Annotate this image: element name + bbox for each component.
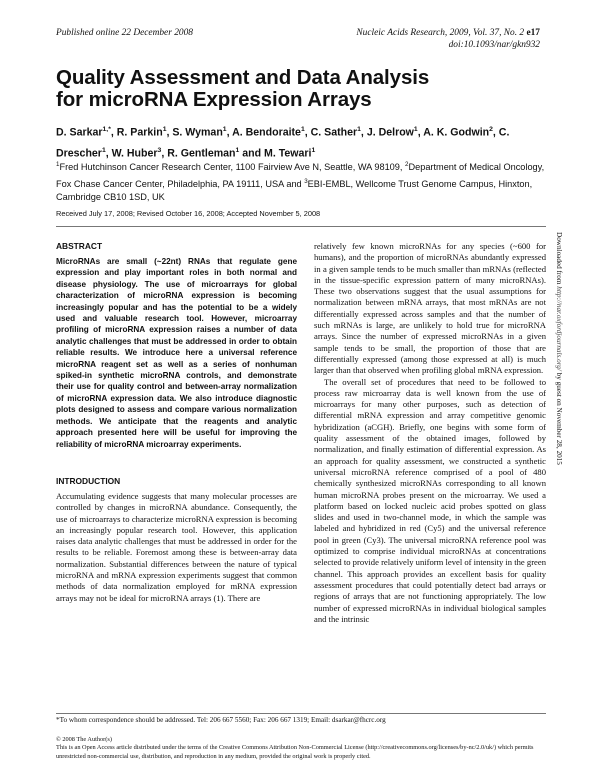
author-affiliation-marker: 1: [222, 126, 227, 133]
affil-2: Department of Medical Oncology, Fox Chase Cancer Center, Philadelphia, PA 19111, USA and: [56, 162, 545, 189]
author-name: R. Gentleman: [167, 147, 236, 160]
affiliations: [56, 158, 546, 205]
author-list: D. Sarkar$^{1,*}$, R. Parkin$^1$, S. Wyman$^1$, A. Bendoraite$^1$, C. Sather$^1$, J. Delrow$^1$, A. K. Godwin$^2$, C. Drescher$^1$, W. Huber$^3$, R. Gentleman$^1$ and M. Tewari$^1$: [56, 126, 510, 160]
article-id: e17: [526, 28, 540, 38]
received-dates: Received July 17, 2008; Revised October 16, 2008; Accepted November 5, 2008: [56, 209, 321, 218]
doi: doi:10.1093/nar/gkn932: [448, 39, 540, 50]
author-affiliation-marker: 3: [157, 146, 162, 154]
sidebar-prefix: Downloaded from: [555, 232, 563, 287]
published-date: Published online 22 December 2008: [56, 28, 193, 38]
author-affiliation-marker: 1: [300, 126, 305, 133]
author-name: C. Drescher: [56, 126, 510, 160]
abstract-text: MicroRNAs are small (~22nt) RNAs that regulate gene expression and play important roles in both normal and disease physiology. The use of microarrays for global characterization of microRNA expression is becoming increasingly popular and has the potential to be a widely used and valuable research tool. However, microarray profiling of microRNA expression raises a number of data analytic challenges that must be addressed in order to obtain reliable results. We introduce here a universal reference microRNA reagent set as well as a series of nonhuman spiked-in synthetic microRNA controls, and demonstrate their use for quality control and between-array normalization of microRNA expression data. We also introduce diagnostic plots designed to assess and compare various normalization methods. We anticipate that the reagents and analytic approach presented here will be useful for improving the reliability of microRNA microarray experiments.: [56, 257, 297, 449]
author-name: D. Sarkar: [56, 126, 103, 139]
author-affiliation-marker: 1,*: [102, 126, 111, 133]
author-affiliation-marker: 1: [311, 146, 316, 154]
correspondence-footnote: *To whom correspondence should be addressed. Tel: 206 667 5560; Fax: 206 667 1319; Email: dsarkar@fhcrc.org: [56, 716, 386, 724]
author-name: A. Bendoraite: [232, 126, 301, 139]
author-affiliation-marker: 1: [162, 126, 167, 133]
author-name: M. Tewari: [264, 147, 312, 160]
copyright-block: [56, 736, 546, 761]
author-name: R. Parkin: [116, 126, 163, 139]
body-paragraph-1: relatively few known microRNAs for any species (~600 for humans), and the proportion of microRNAs abundantly expressed in a given sample tends to be much smaller than mRNAs (reflected in the tissue-specific expression pattern of many microRNAs). These two observations suggest that the usual assumptions for normalization between mRNA arrays, that most mRNAs are not differentially expressed across samples and that the number of such mRNAs is large, are unlikely to hold true for microRNA arrays. Since the number of expressed microRNAs in a given sample tends to be small, the proportion of those that are differentially expressed (among those expressed at all) is much larger than that observed when profiling global mRNA expression.: [314, 241, 546, 376]
introduction-paragraph: Accumulating evidence suggests that many molecular processes are controlled by changes in microRNA abundance. Consequently, the use of microarrays to characterize microRNA expression is becoming an increasingly popular research tool. However, this application raises data analytic challenges that must be addressed in order for the results to be reliable. Foremost among these is between-array data normalization. Substantial differences between the nature of typical microRNA and mRNA expression experiments suggest that common methods of data normalization employed for mRNA expression arrays may not be ideal for microRNA arrays (1). There are: [56, 490, 297, 603]
license-text: This is an Open Access article distributed under the terms of the Creative Commons Attribution Non-Commercial License (http://creativecommons.org/licenses/by-nc/2.0/uk/) which permits unrestricted non-commercial use, distribution, and reproduction in any medium, provided the original work is properly cited.: [56, 744, 534, 760]
affil-marker-3: 3: [304, 177, 308, 185]
left-column: [56, 241, 297, 604]
copyright-line: © 2008 The Author(s): [56, 736, 112, 743]
body-paragraph-2: The overall set of procedures that need to be followed to process raw microarray data is well known from the use of microarrays for many other purposes, such as detection of differential mRNA expression and array competitive genomic hybridization (aCGH). Briefly, one begins with some form of quality assessment of the obtained images, followed by normalization, and finally estimation of differential expression. As an approach for quality assessment, we constructed a synthetic universal microRNA reference comprised of a pool of 480 chemically synthesized microRNAs corresponding to all known human microRNA probes present on the microarray. We used a platform based on locked nucleic acid probes spotted on glass slides and used in two-channel mode, in which the sample was labeled and hybridized in red (Cy5) and the universal reference pool in green (Cy3). The universal microRNA reference pool was optimized to comprise individual microRNAs at concentrations selected to provide relatively uniform level of intensity in the green channel. This approach provides an excellent basis for quality assessment procedures that could potentially detect bad arrays or regions of arrays that are not functioning appropriately. The low number of expressed microRNAs in individual biological samples and the intrinsic: [314, 376, 546, 624]
download-sidebar: [553, 232, 565, 592]
right-column: [314, 241, 546, 625]
author-name: C. Sather: [310, 126, 358, 139]
article-title: [56, 67, 536, 111]
introduction-heading: INTRODUCTION: [56, 475, 121, 486]
author-name: S. Wyman: [172, 126, 223, 139]
journal-link[interactable]: http://nar.oxfordjournals.org/: [555, 286, 563, 371]
author-name: A. K. Godwin: [423, 126, 490, 139]
affil-marker-1: 1: [56, 161, 60, 168]
abstract-heading: ABSTRACT: [56, 241, 103, 251]
author-affiliation-marker: 1: [357, 126, 361, 133]
title-line-2: for microRNA Expression Arrays: [56, 88, 372, 111]
journal-citation: [356, 28, 540, 51]
author-affiliation-marker: 1: [101, 146, 106, 154]
author-name: J. Delrow: [366, 126, 414, 139]
author-affiliation-marker: 2: [489, 126, 493, 133]
author-affiliation-marker: 1: [413, 126, 418, 133]
journal-name: Nucleic Acids Research, 2009, Vol. 37, No. 2: [356, 28, 525, 38]
affil-marker-2: 2: [405, 161, 409, 168]
author-affiliation-marker: 1: [235, 146, 240, 154]
author-name: W. Huber: [111, 147, 158, 160]
sidebar-suffix: by guest on November 28, 2015: [555, 370, 563, 465]
footnote-divider: [56, 713, 546, 714]
header-divider: [56, 226, 546, 227]
affil-3: EBI-EMBL, Wellcome Trust Genome Campus, Hinxton, Cambridge CB10 1SD, UK: [56, 178, 533, 203]
title-line-1: Quality Assessment and Data Analysis: [56, 66, 430, 89]
affil-1: Fred Hutchinson Cancer Research Center, 1100 Fairview Ave N, Seattle, WA 98109,: [59, 162, 406, 173]
